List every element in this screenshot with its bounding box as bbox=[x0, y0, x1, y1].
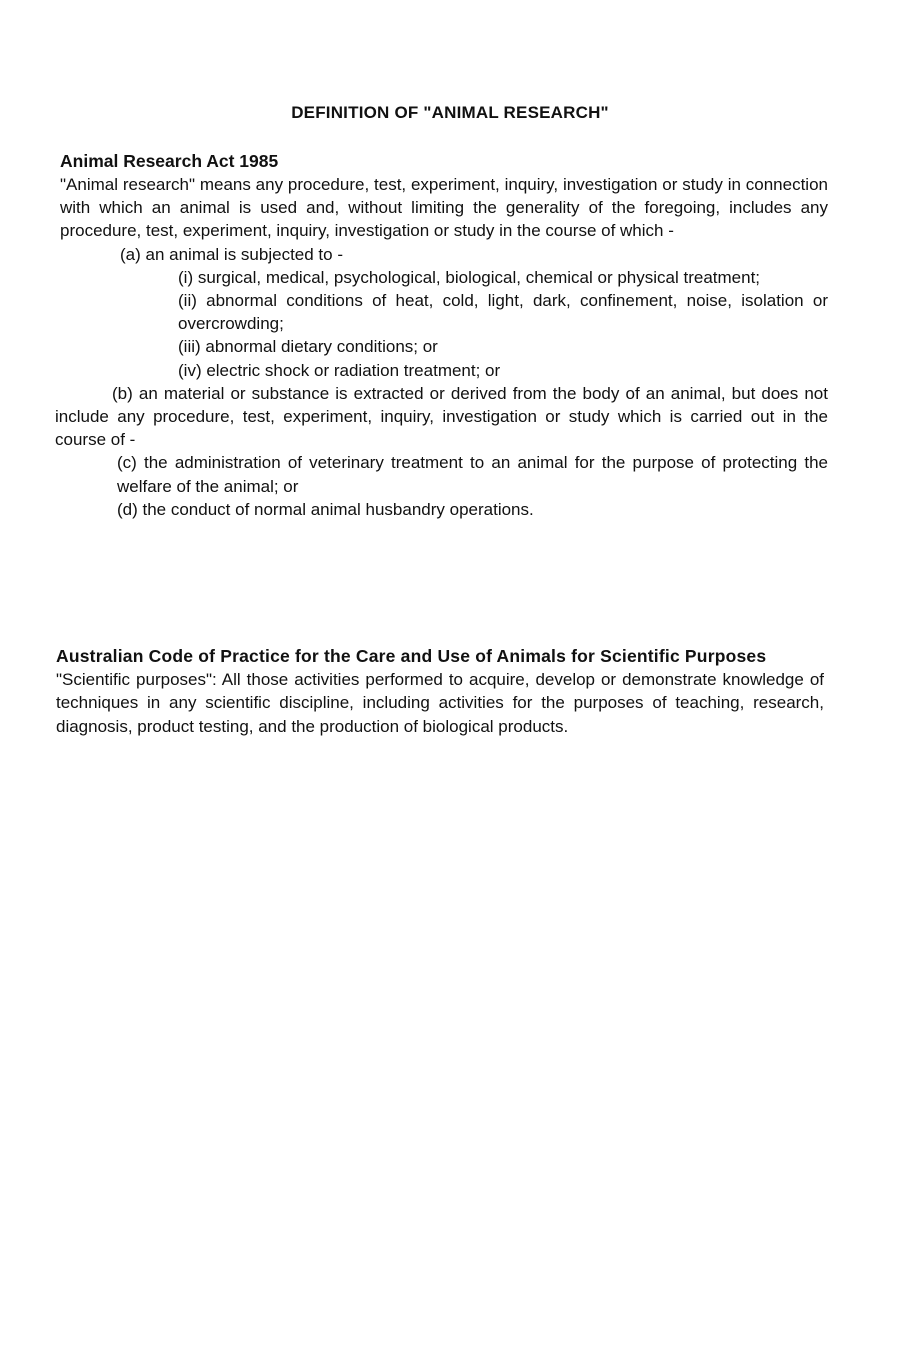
page-title: DEFINITION OF "ANIMAL RESEARCH" bbox=[291, 103, 609, 122]
code-heading: Australian Code of Practice for the Care and Use of Animals for Scientific Purposes bbox=[56, 646, 767, 666]
act-item-d: (d) the conduct of normal animal husbandry operations. bbox=[117, 499, 534, 519]
act-sub-item-i: (i) surgical, medical, psychological, biological, chemical or physical treatment; bbox=[178, 267, 761, 287]
act-item-a: (a) an animal is subjected to - bbox=[120, 244, 343, 264]
act-sub-item-iv: (iv) electric shock or radiation treatment; or bbox=[178, 360, 501, 380]
section-code-of-practice bbox=[56, 645, 824, 738]
section-animal-research-act bbox=[55, 150, 828, 521]
code-definition-paragraph: "Scientific purposes": All those activities performed to acquire, develop or demonstrate knowledge of techniques in any scientific discipline, including activities for the purposes of teaching, research, diagnosis, product testing, and the production of biological products. bbox=[56, 670, 824, 736]
act-item-b: (b) an material or substance is extracted or derived from the body of an animal, but does not include any procedure, test, experiment, inquiry, investigation or study which is carried out in the course of - bbox=[55, 383, 828, 450]
act-item-c: (c) the administration of veterinary treatment to an animal for the purpose of protecting the welfare of the animal; or bbox=[117, 453, 828, 496]
act-sub-item-iii: (iii) abnormal dietary conditions; or bbox=[178, 337, 438, 357]
act-sub-item-ii: (ii) abnormal conditions of heat, cold, light, dark, confinement, noise, isolation or overcrowding; bbox=[178, 291, 828, 334]
act-intro-paragraph: "Animal research" means any procedure, test, experiment, inquiry, investigation or study in connection with which an animal is used and, without limiting the generality of the foregoing, includes any procedure, test, experiment, inquiry, investigation or study in the course of which - bbox=[60, 175, 828, 241]
act-heading: Animal Research Act 1985 bbox=[60, 151, 279, 171]
